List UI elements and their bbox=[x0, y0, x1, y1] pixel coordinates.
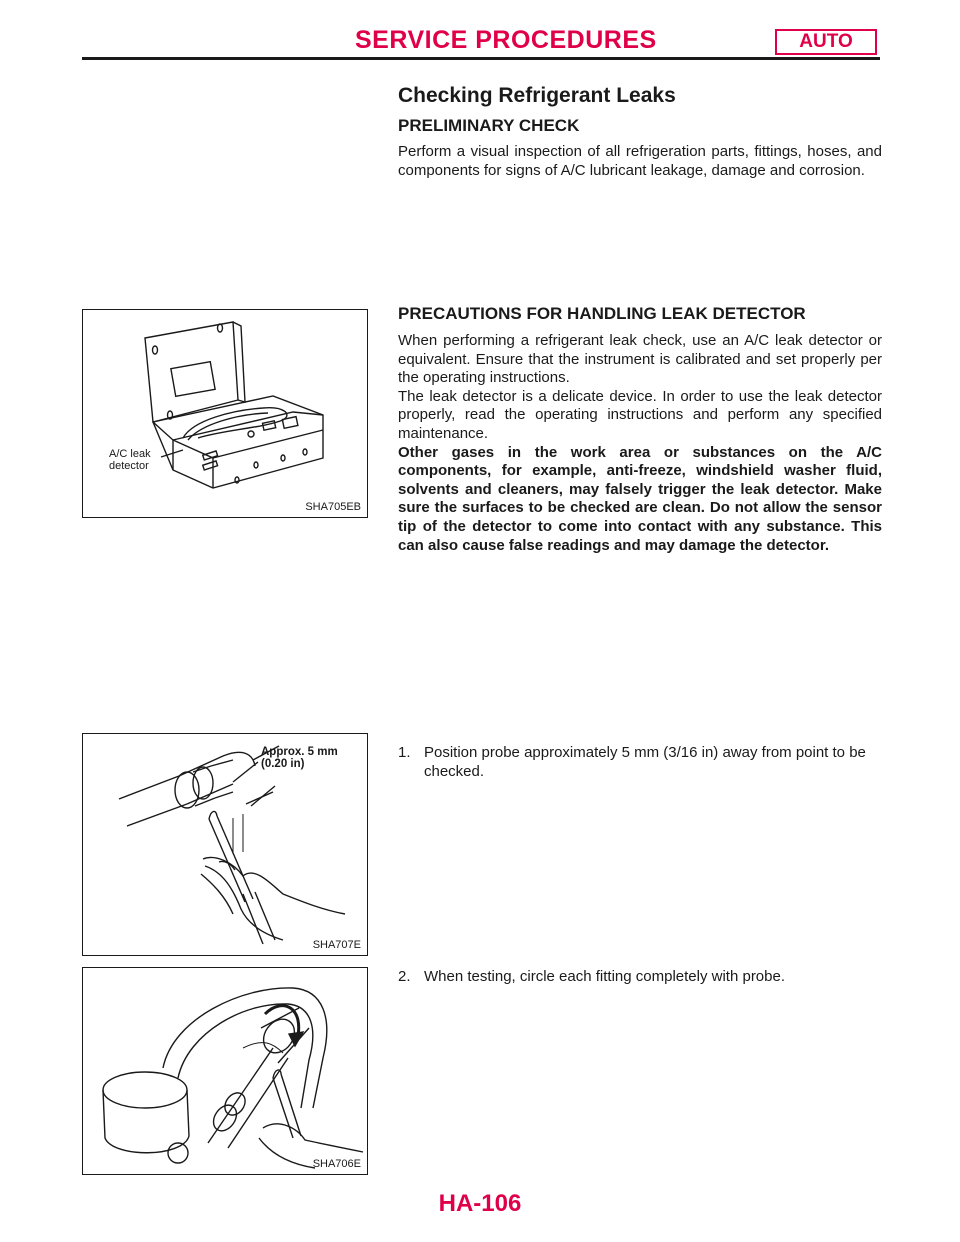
callout-ac-leak-detector: A/C leak detector bbox=[109, 448, 151, 472]
section-title: Checking Refrigerant Leaks bbox=[398, 84, 676, 107]
precautions-heading: PRECAUTIONS FOR HANDLING LEAK DETECTOR bbox=[398, 304, 806, 323]
callout-approx-distance: Approx. 5 mm (0.20 in) bbox=[261, 746, 338, 770]
step-1-number: 1. bbox=[398, 744, 411, 761]
precautions-warning: Other gases in the work area or substances on the A/C components, for example, anti-freeze, windshield washer fluid, solvents and cleaners, may falsely trigger the leak detector. Make sure the surfaces to be checked are clean. Do not allow the sensor tip of the detector to come into contact with any substance. This can also cause false readings and may damage the detector. bbox=[398, 443, 882, 554]
figure-leak-detector bbox=[82, 309, 368, 518]
step-2 bbox=[398, 968, 882, 987]
circle-fitting-illustration bbox=[83, 968, 366, 1173]
preliminary-heading: PRELIMINARY CHECK bbox=[398, 116, 580, 135]
section-intro bbox=[398, 84, 882, 180]
figure-circle-fitting bbox=[82, 967, 368, 1175]
header-title: SERVICE PROCEDURES bbox=[355, 26, 657, 54]
step-2-text: When testing, circle each fitting completely with probe. bbox=[424, 968, 786, 985]
preliminary-text: Perform a visual inspection of all refrigeration parts, fittings, hoses, and components for signs of A/C lubricant leakage, damage and corrosion. bbox=[398, 143, 882, 179]
header-badge: AUTO bbox=[775, 29, 877, 55]
header-rule bbox=[82, 57, 880, 60]
page-number: HA-106 bbox=[438, 1190, 522, 1217]
precautions-block bbox=[398, 304, 882, 555]
figure-code: SHA707E bbox=[312, 939, 361, 951]
leak-detector-illustration bbox=[83, 310, 366, 516]
figure-code: SHA706E bbox=[312, 1158, 361, 1170]
step-2-number: 2. bbox=[398, 968, 411, 985]
precautions-para-1: When performing a refrigerant leak check, use an A/C leak detector or equivalent. Ensure that the instrument is calibrated and set properly per the operating instructions. bbox=[398, 332, 882, 387]
step-1-text: Position probe approximately 5 mm (3/16 in) away from point to be checked. bbox=[424, 744, 866, 780]
step-1 bbox=[398, 744, 882, 781]
precautions-para-2: The leak detector is a delicate device. In order to use the leak detector properly, read the operating instructions and perform any specified maintenance. bbox=[398, 387, 882, 442]
figure-code: SHA705EB bbox=[305, 501, 361, 513]
figure-probe-distance bbox=[82, 733, 368, 956]
